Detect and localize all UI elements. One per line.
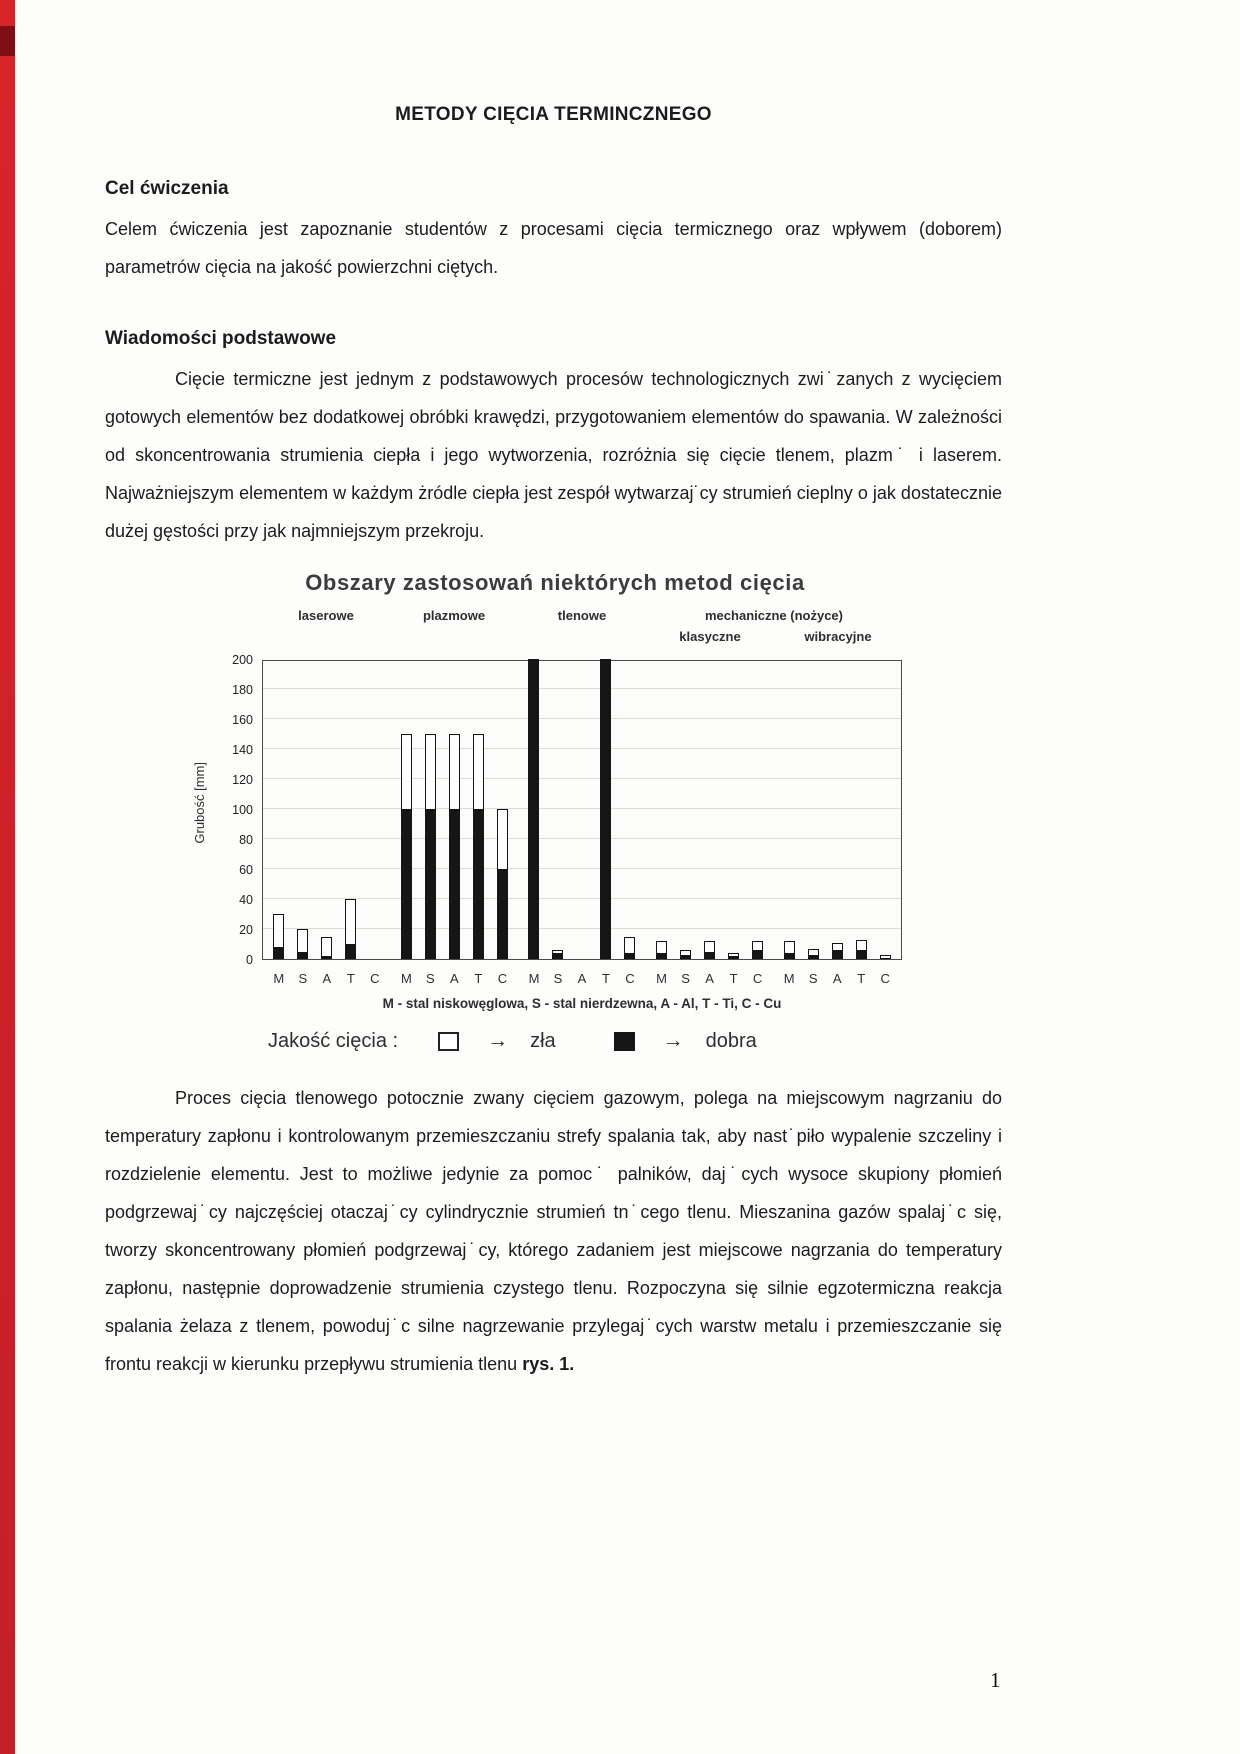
bar-slot xyxy=(369,661,380,986)
x-tick-label: C xyxy=(625,971,635,986)
bar-good-segment xyxy=(401,809,412,959)
bar-good-segment xyxy=(600,659,611,959)
binding-strip xyxy=(0,0,15,1754)
y-tick-label: 20 xyxy=(239,923,253,937)
bar-tlenowe-S xyxy=(552,950,563,959)
chart-footnote: M - stal niskowęglowa, S - stal nierdzewna, A - Al, T - Ti, C - Cu xyxy=(382,996,782,1011)
bar-slot xyxy=(624,661,635,986)
bar-wibracyjne-M xyxy=(784,941,795,959)
y-axis-label: Grubość [mm] xyxy=(192,762,207,844)
bar-slot xyxy=(297,661,308,986)
column-header-plazmowe: plazmowe xyxy=(422,608,486,623)
bar-slot xyxy=(273,661,285,986)
x-tick-label: A xyxy=(577,971,587,986)
bar-good-segment xyxy=(728,956,739,959)
bar-good-segment xyxy=(273,947,284,959)
bar-good-segment xyxy=(808,955,819,960)
bar-good-segment xyxy=(704,952,715,960)
bar-klasyczne-C xyxy=(752,941,763,959)
bar-laserowe-A xyxy=(321,937,332,960)
bar-laserowe-T xyxy=(345,899,356,959)
bar-tlenowe-M xyxy=(528,659,539,959)
y-tick-label: 160 xyxy=(232,713,253,727)
bar-good-segment xyxy=(345,944,356,959)
bar-slot xyxy=(345,661,356,986)
bar-good-segment xyxy=(473,809,484,959)
y-tick-label: 0 xyxy=(246,953,253,967)
arrow-right-icon: → xyxy=(487,1029,509,1052)
bar-good-segment xyxy=(680,955,691,960)
bar-tlenowe-C xyxy=(624,937,635,960)
x-tick-label: S xyxy=(553,971,563,986)
x-tick-label: C xyxy=(880,971,890,986)
bar-good-segment xyxy=(656,953,667,959)
bar-group-plazmowe xyxy=(391,661,519,986)
bar-slot xyxy=(425,661,436,986)
bar-good-segment xyxy=(880,958,891,960)
bar-wibracyjne-T xyxy=(856,940,867,960)
document-title: METODY CIĘCIA TERMINCZNEGO xyxy=(395,104,712,125)
x-tick-label: S xyxy=(298,971,308,986)
legend-bad-label: zła xyxy=(530,1029,556,1052)
bar-good-segment xyxy=(321,956,332,959)
page-number: 1 xyxy=(990,1668,1001,1692)
bar-good-segment xyxy=(552,953,563,959)
bar-laserowe-M xyxy=(273,914,284,959)
bar-slot xyxy=(783,661,795,986)
bar-good-segment xyxy=(528,659,539,959)
section-heading-basics: Wiadomości podstawowe xyxy=(105,328,337,349)
chart-column-headers xyxy=(262,608,902,644)
x-tick-label: T xyxy=(729,971,738,986)
chart-legend xyxy=(268,1029,920,1053)
bar-plazmowe-C xyxy=(497,809,508,959)
bar-slot xyxy=(552,661,563,986)
x-tick-label: M xyxy=(528,971,540,986)
x-tick-label: T xyxy=(602,971,610,986)
bar-good-segment xyxy=(497,869,508,959)
bar-slot xyxy=(528,661,540,986)
bar-good-segment xyxy=(832,950,843,959)
x-tick-label: A xyxy=(832,971,842,986)
bar-slot xyxy=(497,661,508,986)
bar-wibracyjne-C xyxy=(880,955,891,960)
bar-good-segment xyxy=(297,952,308,960)
bar-klasyczne-S xyxy=(680,950,691,959)
x-tick-label: A xyxy=(322,971,332,986)
bar-good-segment xyxy=(425,809,436,959)
chart-title: Obszary zastosowań niektórych metod cięcia xyxy=(305,570,805,595)
x-tick-label: T xyxy=(474,971,483,986)
bar-slot xyxy=(880,661,891,986)
x-tick-label: M xyxy=(783,971,795,986)
bar-tlenowe-T xyxy=(600,659,611,959)
column-header-laserowe: laserowe xyxy=(298,608,354,623)
section-heading-goal: Cel ćwiczenia xyxy=(105,178,229,199)
arrow-right-icon: → xyxy=(662,1029,684,1052)
column-header-mechaniczne-label: mechaniczne (nożyce) xyxy=(705,608,843,623)
x-tick-label: M xyxy=(400,971,412,986)
bar-klasyczne-M xyxy=(656,941,667,959)
bar-laserowe-S xyxy=(297,929,308,959)
column-subheader-klasyczne: klasyczne xyxy=(679,629,741,644)
y-axis-label-wrap xyxy=(190,660,216,960)
bar-group-laserowe xyxy=(263,661,391,986)
paragraph-basics: Cięcie termiczne jest jednym z podstawowych procesów technologicznych zwi˙zanych z wycięciem gotowych elementów bez dodatkowej obróbki krawędzi, przygotowaniem elementów do spawania. W zależności od skoncentrowania strumienia ciepła i jego wytworzenia, rozróżnia się cięcie tlenem, plazm˙ i laserem. Najważniejszym elementem w każdym żródle ciepła jest zespół wytwarzaj˙cy strumień cieplny o jak dostatecznie dużej gęstości przy jak najmniejszym przekroju. xyxy=(105,369,1002,541)
bar-group-klasyczne xyxy=(646,661,774,986)
x-tick-label: T xyxy=(857,971,866,986)
chart-groups xyxy=(263,661,901,986)
x-tick-label: C xyxy=(752,971,763,986)
x-tick-label: M xyxy=(656,971,667,986)
figure-reference: rys. 1. xyxy=(522,1354,575,1374)
paragraph-oxygen-cutting xyxy=(105,1079,1002,1383)
bar-group-tlenowe xyxy=(518,661,646,986)
bar-plazmowe-T xyxy=(473,734,484,959)
column-header-tlenowe: tlenowe xyxy=(557,608,607,623)
page-content xyxy=(105,0,1002,1383)
y-tick-label: 100 xyxy=(232,803,253,817)
y-tick-label: 120 xyxy=(232,773,253,787)
bar-slot xyxy=(600,661,611,986)
chart-plot xyxy=(262,660,902,986)
bar-plazmowe-A xyxy=(449,734,460,959)
y-tick-label: 80 xyxy=(239,833,253,847)
y-tick-label: 60 xyxy=(239,863,253,877)
bar-good-segment xyxy=(752,950,763,959)
column-subheaders xyxy=(646,629,902,644)
bar-slot xyxy=(400,661,412,986)
y-tick-label: 180 xyxy=(232,683,253,697)
y-tick-label: 200 xyxy=(232,653,253,667)
x-tick-label: A xyxy=(705,971,714,986)
legend-bad-swatch xyxy=(438,1032,459,1051)
bar-good-segment xyxy=(624,953,635,959)
x-tick-label: T xyxy=(346,971,355,986)
bar-klasyczne-A xyxy=(704,941,715,959)
bar-group-wibracyjne xyxy=(773,661,901,986)
bar-slot xyxy=(752,661,763,986)
bar-good-segment xyxy=(856,950,867,959)
x-tick-label: S xyxy=(808,971,818,986)
chart xyxy=(190,570,920,1053)
bar-klasyczne-T xyxy=(728,953,739,959)
legend-good-swatch xyxy=(614,1032,635,1051)
bar-slot xyxy=(321,661,332,986)
x-tick-label: C xyxy=(497,971,508,986)
column-header-mechaniczne xyxy=(646,608,902,644)
bar-wibracyjne-S xyxy=(808,949,819,960)
paragraph-goal: Celem ćwiczenia jest zapoznanie studentów z procesami cięcia termicznego oraz wpływem (doborem) parametrów cięcia na jakość powierzchni ciętych. xyxy=(105,219,1002,277)
bar-slot xyxy=(473,661,484,986)
chart-plot-row xyxy=(190,653,920,986)
y-tick-label: 40 xyxy=(239,893,253,907)
legend-good-label: dobra xyxy=(705,1029,757,1052)
bar-slot xyxy=(728,661,739,986)
bar-slot xyxy=(856,661,867,986)
bar-slot xyxy=(576,661,587,986)
x-tick-label: S xyxy=(426,971,435,986)
bar-wibracyjne-A xyxy=(832,943,843,960)
y-tick-label: 140 xyxy=(232,743,253,757)
bar-slot xyxy=(832,661,843,986)
bar-slot xyxy=(680,661,691,986)
bar-plazmowe-S xyxy=(425,734,436,959)
bar-good-segment xyxy=(784,953,795,959)
bar-slot xyxy=(704,661,715,986)
x-tick-label: C xyxy=(370,971,380,986)
paragraph-oxygen-text: Proces cięcia tlenowego potocznie zwany cięciem gazowym, polega na miejscowym nagrzaniu do temperatury zapłonu i kontrolowanym przemieszczaniu strefy spalania tak, aby nast˙piło wypalenie szczeliny i rozdzielenie elementu. Jest to możliwe jedynie za pomoc˙ palników, daj˙cych wysoce skupiony płomień podgrzewaj˙cy najczęściej otaczaj˙cy cylindrycznie strumień tn˙cego tlenu. Mieszanina gazów spalaj˙c się, tworzy skoncentrowany płomień podgrzewaj˙cy, którego zadaniem jest miejscowe nagrzania do temperatury zapłonu, następnie doprowadzenie strumienia czystego tlenu. Rozpoczyna się silnie egzotermiczna reakcja spalania żelaza z tlenem, powoduj˙c silne nagrzewanie przylegaj˙cych warstw metalu i przemieszczanie się frontu reakcji w kierunku przepływu strumienia tlenu xyxy=(105,1088,1002,1374)
x-tick-label: A xyxy=(450,971,459,986)
y-axis-ticks xyxy=(216,653,262,967)
column-subheader-wibracyjne: wibracyjne xyxy=(804,629,872,644)
x-tick-label: S xyxy=(681,971,690,986)
bar-slot xyxy=(808,661,819,986)
bar-good-segment xyxy=(449,809,460,959)
legend-label: Jakość cięcia : xyxy=(268,1029,399,1052)
bar-plazmowe-M xyxy=(401,734,412,959)
x-tick-label: M xyxy=(273,971,285,986)
bar-slot xyxy=(449,661,460,986)
bar-slot xyxy=(656,661,667,986)
